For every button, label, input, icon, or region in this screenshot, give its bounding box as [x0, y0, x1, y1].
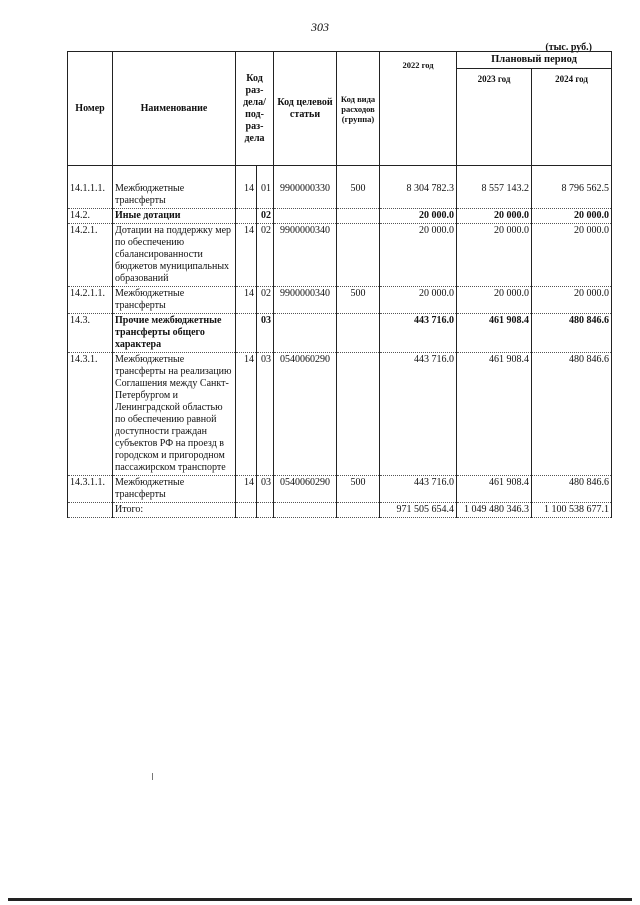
row-section: 14 [236, 182, 257, 209]
row-value-2022: 20 000.0 [380, 287, 457, 314]
row-value-2023: 461 908.4 [457, 353, 532, 476]
header-target-code: Код целевой статьи [274, 52, 337, 166]
row-value-2024: 20 000.0 [532, 209, 612, 224]
row-expense-type: 500 [337, 182, 380, 209]
row-target-code: 0540060290 [274, 353, 337, 476]
row-value-2024: 8 796 562.5 [532, 182, 612, 209]
table-row [68, 209, 612, 224]
total-empty-target [274, 503, 337, 518]
row-number: 14.3.1.1. [68, 476, 113, 503]
total-empty-vr [337, 503, 380, 518]
row-section [236, 314, 257, 353]
header-expense-type-code: Код вида расходов (группа) [337, 52, 380, 166]
row-value-2023: 20 000.0 [457, 287, 532, 314]
row-expense-type: 500 [337, 476, 380, 503]
row-name: Межбюджетные трансферты [113, 287, 236, 314]
row-number: 14.3. [68, 314, 113, 353]
row-value-2022: 20 000.0 [380, 224, 457, 287]
row-value-2024: 20 000.0 [532, 224, 612, 287]
total-empty-number [68, 503, 113, 518]
row-name: Межбюджетные трансферты [113, 476, 236, 503]
row-target-code: 9900000330 [274, 182, 337, 209]
row-target-code: 0540060290 [274, 476, 337, 503]
total-2023: 1 049 480 346.3 [457, 503, 532, 518]
row-name: Прочие межбюджетные трансферты общего характера [113, 314, 236, 353]
header-number: Номер [68, 52, 113, 166]
total-2024: 1 100 538 677.1 [532, 503, 612, 518]
total-empty-rz [236, 503, 257, 518]
row-subsection: 02 [257, 287, 274, 314]
row-name: Дотации на поддержку мер по обеспечению сбалансированности бюджетов муниципальных образований [113, 224, 236, 287]
page-number: 303 [311, 20, 329, 34]
table-row [68, 182, 612, 209]
row-name: Межбюджетные трансферты [113, 182, 236, 209]
row-expense-type [337, 353, 380, 476]
row-value-2023: 8 557 143.2 [457, 182, 532, 209]
table-row [68, 224, 612, 287]
row-value-2023: 20 000.0 [457, 209, 532, 224]
row-value-2023: 461 908.4 [457, 476, 532, 503]
row-section: 14 [236, 224, 257, 287]
header-planned-period: Плановый период [457, 52, 612, 69]
row-section: 14 [236, 287, 257, 314]
row-value-2022: 8 304 782.3 [380, 182, 457, 209]
table-row [68, 287, 612, 314]
row-target-code [274, 209, 337, 224]
row-name: Межбюджетные трансферты на реализацию Соглашения между Санкт-Петербургом и Ленинградской областью по обеспечению равной доступности граждан субъектов РФ на проезд в городском и пригородном пассажирском транспорте [113, 353, 236, 476]
page-bottom-rule [8, 898, 632, 901]
row-number: 14.2.1. [68, 224, 113, 287]
row-target-code: 9900000340 [274, 224, 337, 287]
header-year-2024: 2024 год [532, 69, 612, 166]
row-value-2024: 480 846.6 [532, 314, 612, 353]
row-subsection: 03 [257, 353, 274, 476]
row-subsection: 02 [257, 224, 274, 287]
row-expense-type: 500 [337, 287, 380, 314]
row-section [236, 209, 257, 224]
row-value-2023: 20 000.0 [457, 224, 532, 287]
table-spacer-row [68, 166, 612, 183]
table-row [68, 314, 612, 353]
row-subsection: 03 [257, 314, 274, 353]
row-value-2022: 443 716.0 [380, 314, 457, 353]
total-label: Итого: [113, 503, 236, 518]
row-value-2024: 480 846.6 [532, 476, 612, 503]
budget-table [67, 51, 612, 518]
row-value-2023: 461 908.4 [457, 314, 532, 353]
row-subsection: 03 [257, 476, 274, 503]
row-value-2022: 20 000.0 [380, 209, 457, 224]
row-subsection: 02 [257, 209, 274, 224]
total-row [68, 503, 612, 518]
row-value-2022: 443 716.0 [380, 353, 457, 476]
header-year-2023: 2023 год [457, 69, 532, 166]
row-section: 14 [236, 476, 257, 503]
total-empty-pr [257, 503, 274, 518]
row-value-2022: 443 716.0 [380, 476, 457, 503]
table-body [68, 166, 612, 518]
total-2022: 971 505 654.4 [380, 503, 457, 518]
header-name: Наименование [113, 52, 236, 166]
row-expense-type [337, 224, 380, 287]
row-value-2024: 480 846.6 [532, 353, 612, 476]
header-year-2022: 2022 год [380, 52, 457, 166]
row-expense-type [337, 209, 380, 224]
row-expense-type [337, 314, 380, 353]
row-name: Иные дотации [113, 209, 236, 224]
row-number: 14.2. [68, 209, 113, 224]
row-target-code: 9900000340 [274, 287, 337, 314]
units-label: (тыс. руб.) [545, 42, 592, 53]
row-number: 14.3.1. [68, 353, 113, 476]
row-number: 14.2.1.1. [68, 287, 113, 314]
row-value-2024: 20 000.0 [532, 287, 612, 314]
row-section: 14 [236, 353, 257, 476]
table-row [68, 353, 612, 476]
scan-mark [152, 773, 153, 780]
row-subsection: 01 [257, 182, 274, 209]
header-section-code: Код раз-дела/ под-раз-дела [236, 52, 274, 166]
table-row [68, 476, 612, 503]
row-target-code [274, 314, 337, 353]
row-number: 14.1.1.1. [68, 182, 113, 209]
